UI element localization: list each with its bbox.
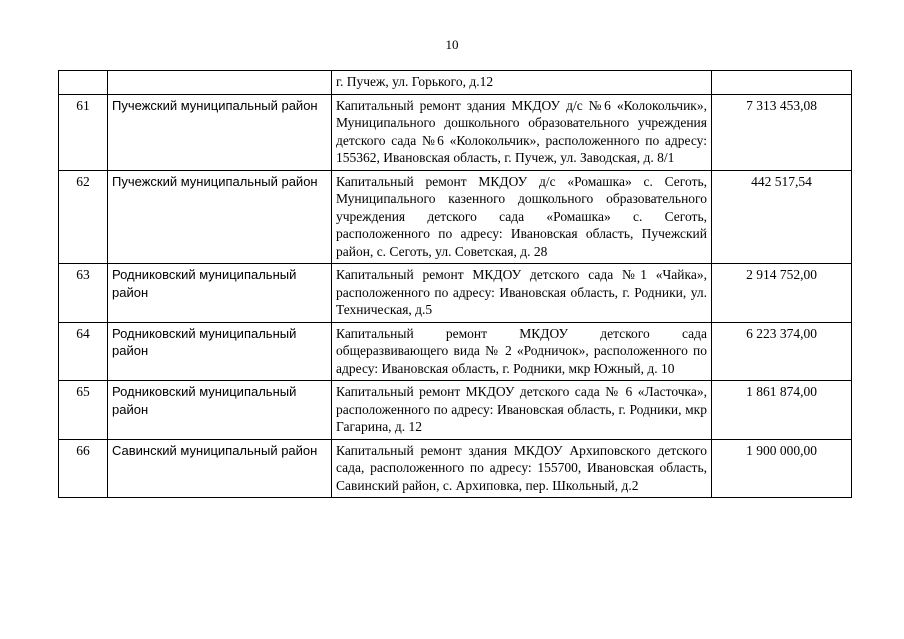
district-name: Родниковский муниципальный район	[108, 264, 332, 323]
row-number: 65	[59, 381, 108, 440]
page-number: 10	[445, 37, 459, 52]
object-description: Капитальный ремонт МКДОУ детского сада № 6 «Ласточка», расположенного по адресу: Ивановская область, г. Родники, мкр Гагарина, д. 12	[332, 381, 712, 440]
row-number: 64	[59, 322, 108, 381]
table-row	[59, 381, 852, 440]
table-row	[59, 264, 852, 323]
amount: 7 313 453,08	[712, 94, 852, 170]
district-name: Родниковский муниципальный район	[108, 322, 332, 381]
district-name: Савинский муниципальный район	[108, 439, 332, 498]
table-row	[59, 322, 852, 381]
row-number: 62	[59, 170, 108, 264]
table-row	[59, 94, 852, 170]
district-name: Родниковский муниципальный район	[108, 381, 332, 440]
table-row	[59, 170, 852, 264]
amount: 2 914 752,00	[712, 264, 852, 323]
table-row	[59, 71, 852, 95]
object-description: Капитальный ремонт здания МКДОУ д/с №6 «Колокольчик», Муниципального дошкольного образовательного учреждения детского сада №6 «Колокольчик», расположенного по адресу: 155362, Ивановская область, г. Пучеж, ул. Заводская, д. 8/1	[332, 94, 712, 170]
row-number	[59, 71, 108, 95]
amount	[712, 71, 852, 95]
amount: 1 861 874,00	[712, 381, 852, 440]
district-name: Пучежский муниципальный район	[108, 94, 332, 170]
amount: 1 900 000,00	[712, 439, 852, 498]
object-description: Капитальный ремонт МКДОУ д/с «Ромашка» с. Сеготь, Муниципального казенного дошкольного образовательного учреждения детского сада «Ромашка» с. Сеготь, расположенного по адресу: Ивановская область, Пучежский район, с. Сеготь, ул. Советская, д. 28	[332, 170, 712, 264]
amount: 6 223 374,00	[712, 322, 852, 381]
object-description: г. Пучеж, ул. Горького, д.12	[332, 71, 712, 95]
object-description: Капитальный ремонт здания МКДОУ Архиповского детского сада, расположенного по адресу: 155700, Ивановская область, Савинский район, с. Архиповка, пер. Школьный, д.2	[332, 439, 712, 498]
row-number: 61	[59, 94, 108, 170]
amount: 442 517,54	[712, 170, 852, 264]
object-description: Капитальный ремонт МКДОУ детского сада №1 «Чайка», расположенного по адресу: Ивановская область, г. Родники, ул. Техническая, д.5	[332, 264, 712, 323]
table-row	[59, 439, 852, 498]
district-name	[108, 71, 332, 95]
objects-table	[58, 70, 852, 498]
object-description: Капитальный ремонт МКДОУ детского сада общеразвивающего вида № 2 «Родничок», расположенного по адресу: Ивановская область, г. Родники, мкр Южный, д. 10	[332, 322, 712, 381]
row-number: 63	[59, 264, 108, 323]
district-name: Пучежский муниципальный район	[108, 170, 332, 264]
row-number: 66	[59, 439, 108, 498]
